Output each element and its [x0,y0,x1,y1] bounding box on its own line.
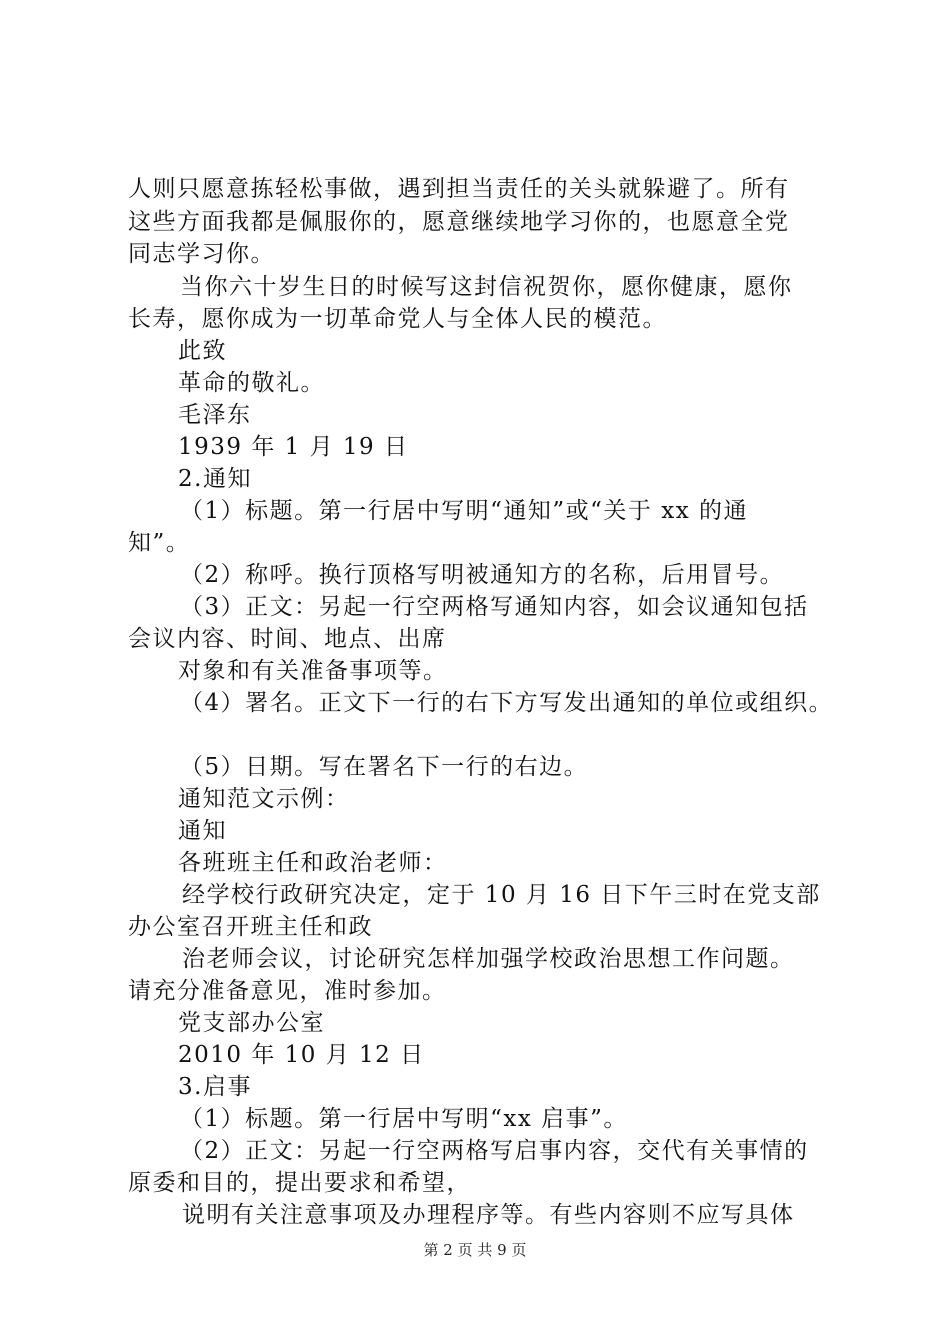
text-line: 各班班主任和政治老师： [178,850,448,876]
text-line: （1）标题。第一行居中写明“xx 启事”。 [180,1106,628,1132]
text-line: 知”。 [128,530,191,556]
text-line: （4）署名。正文下一行的右下方写发出通知的单位或组织。 [180,690,834,716]
text-line: （5）日期。写在署名下一行的右边。 [180,754,589,780]
text-line: 通知范文示例： [178,786,350,812]
text-line: 请充分准备意见，准时参加。 [128,978,447,1004]
text-line: 2.通知 [178,466,252,492]
text-line: 此致 [178,338,227,364]
text-line: 当你六十岁生日的时候写这封信祝贺你，愿你健康，愿你 [180,274,793,300]
text-line: （1）标题。第一行居中写明“通知”或“关于 xx 的通 [180,498,748,524]
text-line: 治老师会议，讨论研究怎样加强学校政治思想工作问题。 [182,946,795,972]
text-line: 党支部办公室 [178,1010,325,1036]
text-line: 革命的敬礼。 [178,370,325,396]
text-line: 长寿，愿你成为一切革命党人与全体人民的模范。 [128,306,667,332]
text-line: 原委和目的，提出要求和希望， [128,1170,471,1196]
text-line: 办公室召开班主任和政 [128,914,373,940]
text-line: 说明有关注意事项及办理程序等。有些内容则不应写具体 [182,1202,795,1228]
text-line: 3.启事 [178,1074,252,1100]
text-line: 毛泽东 [178,402,252,428]
text-line: （2）正文：另起一行空两格写启事内容，交代有关事情的 [180,1138,809,1164]
page-number-footer: 第 2 页 共 9 页 [423,1241,527,1259]
text-line: 这些方面我都是佩服你的，愿意继续地学习你的，也愿意全党 [128,209,790,235]
text-line: 通知 [178,818,227,844]
text-line: 人则只愿意拣轻松事做，遇到担当责任的关头就躲避了。所有 [128,176,790,202]
text-line: 经学校行政研究决定，定于 10 月 16 日下午三时在党支部 [182,882,821,908]
text-line: 2010 年 10 月 12 日 [178,1042,425,1068]
text-line: 1939 年 1 月 19 日 [178,434,409,460]
text-line: 对象和有关准备事项等。 [178,658,448,684]
text-line: 会议内容、时间、地点、出席 [128,626,447,652]
text-line: （2）称呼。换行顶格写明被通知方的名称，后用冒号。 [180,562,785,588]
text-line: 同志学习你。 [128,241,275,267]
text-line: （3）正文：另起一行空两格写通知内容，如会议通知包括 [180,594,809,620]
